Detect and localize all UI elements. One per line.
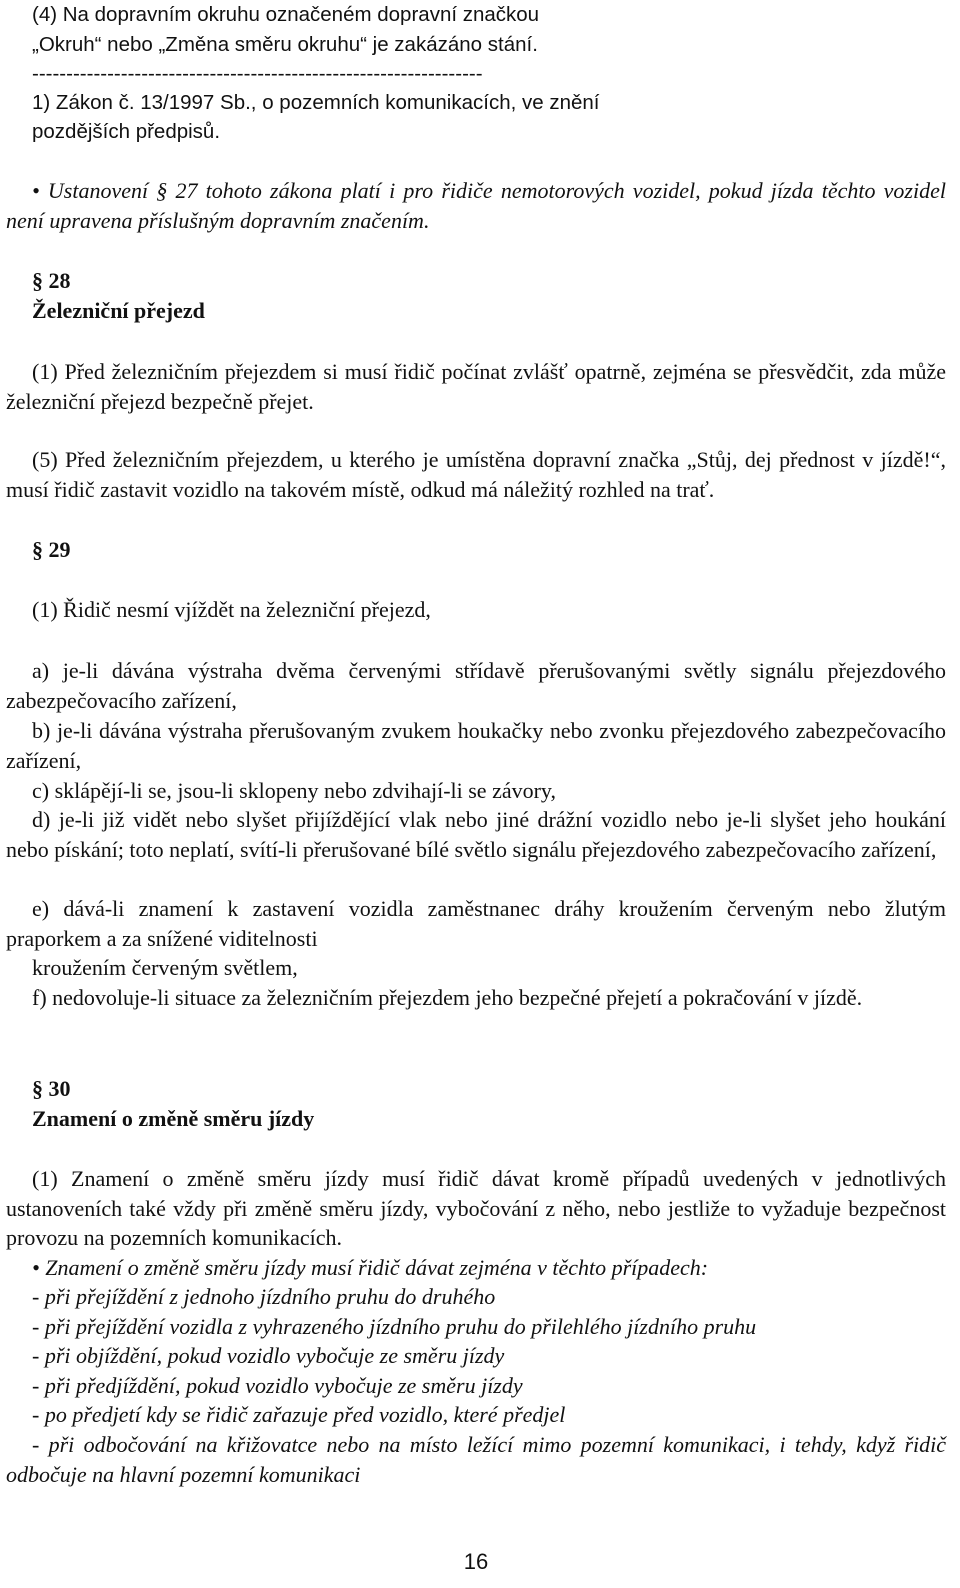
section-29-item-d: d) je-li již vidět nebo slyšet přijíždějící vlak nebo jiné drážní vozidlo nebo je-li slyšet jeho houkání nebo pískání; toto neplatí, svítí-li přerušované bílé světlo signálu přejezdového zabezpečovacího zařízení, — [6, 807, 946, 862]
section-28-paragraph-1: (1) Před železničním přejezdem si musí řidič počínat zvlášť opatrně, zejména se přesvědčit, zda může železniční přejezd bezpečně přejet. — [6, 359, 946, 414]
list-item: - při přejíždění z jednoho jízdního pruhu do druhého — [32, 1284, 496, 1309]
section-29-item-e: e) dává-li znamení k zastavení vozidla zaměstnanec dráhy kroužením červeným nebo žlutým praporkem a za snížené viditelnosti — [6, 896, 946, 951]
note-section-27: • Ustanovení § 27 tohoto zákona platí i pro řidiče nemotorových vozidel, pokud jízda těchto vozidel není upravena příslušným dopravním značením. — [6, 178, 946, 233]
section-29-paragraph-1: (1) Řidič nesmí vjíždět na železniční přejezd, — [32, 597, 431, 622]
section-29-item-a: a) je-li dávána výstraha dvěma červenými střídavě přerušovanými světly signálu přejezdového zabezpečovacího zařízení, — [6, 658, 946, 713]
section-29-number: § 29 — [32, 537, 71, 562]
list-item: - při předjíždění, pokud vozidlo vybočuje ze směru jízdy — [32, 1372, 523, 1398]
footnote-rule: ------------------------------------------------------------------ — [32, 62, 483, 85]
footnote-1: 1) Zákon č. 13/1997 Sb., o pozemních komunikacích, ve znění — [32, 91, 600, 114]
section-29-item-b: b) je-li dávána výstraha přerušovaným zvukem houkačky nebo zvonku přejezdového zabezpečovacího zařízení, — [6, 718, 946, 773]
section-30-number: § 30 — [32, 1076, 71, 1101]
footnote-1-continued: pozdějších předpisů. — [32, 120, 221, 143]
list-item: - po předjetí kdy se řidič zařazuje před vozidlo, které předjel — [32, 1402, 566, 1428]
section-30-note-intro: • Znamení o změně směru jízdy musí řidič dávat zejména v těchto případech: — [32, 1255, 709, 1280]
list-item: - při objíždění, pokud vozidlo vybočuje ze směru jízdy — [32, 1343, 505, 1369]
section-29-item-f: f) nedovoluje-li situace za železničním přejezdem jeho bezpečné přejetí a pokračování v jízdě. — [32, 985, 863, 1010]
page-number: 16 — [463, 1549, 489, 1574]
section-30-cases-list — [6, 1282, 946, 1489]
section-28-paragraph-5: (5) Před železničním přejezdem, u kterého je umístěna dopravní značka „Stůj, dej přednost v jízdě!“, musí řidič zastavit vozidlo na takovém místě, odkud má náležitý rozhled na trať. — [6, 447, 946, 502]
section-29-item-e-continued: kroužením červeným světlem, — [32, 955, 298, 980]
section-28-number: § 28 — [32, 268, 71, 293]
list-item: - při odbočování na křižovatce nebo na místo ležící mimo pozemní komunikaci, i tehdy, když řidič odbočuje na hlavní pozemní komunikaci — [6, 1431, 946, 1487]
section-28-title: Železniční přejezd — [32, 298, 205, 323]
section-30-title: Znamení o změně směru jízdy — [32, 1106, 315, 1131]
section-30-paragraph-1: (1) Znamení o změně směru jízdy musí řidič dávat kromě případů uvedených v jednotlivých ustanoveních také vždy při změně směru jízdy, vybočování z něho, nebo jestliže to vyžaduje bezpečnost provozu na pozemních komunikacích. — [6, 1166, 946, 1251]
section-29-item-c: c) sklápějí-li se, jsou-li sklopeny nebo zdvihají-li se závory, — [32, 778, 556, 803]
paragraph-4 — [6, 0, 592, 59]
list-item: - při přejíždění vozidla z vyhrazeného jízdního pruhu do přilehlého jízdního pruhu — [32, 1313, 757, 1339]
paragraph-4-text: (4) Na dopravním okruhu označeném dopravní značkou „Okruh“ nebo „Změna směru okruhu“ je zakázáno stání. — [32, 3, 540, 56]
